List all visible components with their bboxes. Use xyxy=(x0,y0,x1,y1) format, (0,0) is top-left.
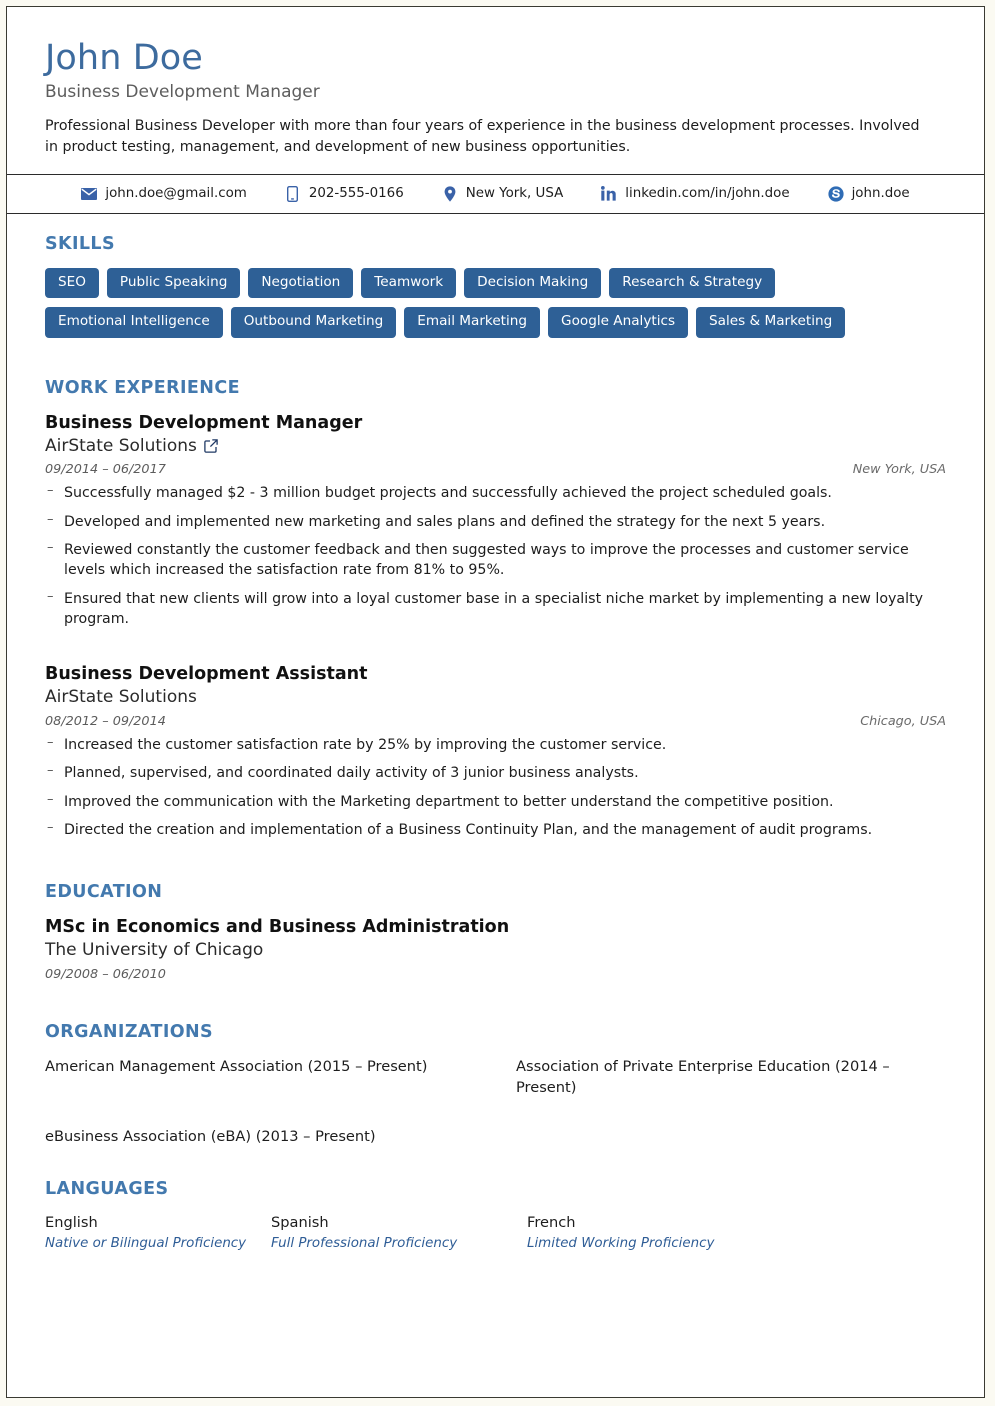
section-title-work-experience: WORK EXPERIENCE xyxy=(45,377,240,398)
education-meta xyxy=(45,967,946,982)
skill-tag[interactable]: Emotional Intelligence xyxy=(45,307,223,338)
skill-tag[interactable]: Decision Making xyxy=(464,268,601,299)
contact-email[interactable] xyxy=(62,186,266,202)
experience-meta xyxy=(45,462,946,477)
skill-tag[interactable]: Email Marketing xyxy=(404,307,540,338)
experience-location: Chicago, USA xyxy=(860,713,946,729)
experience-organization-label: AirState Solutions xyxy=(45,435,197,456)
skype-icon xyxy=(828,186,844,202)
experience-location: New York, USA xyxy=(852,462,946,478)
section-title-languages: LANGUAGES xyxy=(45,1179,169,1200)
language-item xyxy=(45,1213,271,1253)
contact-location[interactable] xyxy=(423,186,583,202)
education-dates: 09/2008 – 06/2010 xyxy=(45,966,166,982)
section-work-experience xyxy=(45,378,946,840)
contact-phone[interactable] xyxy=(266,186,423,202)
section-title-education: EDUCATION xyxy=(45,882,163,903)
contact-email-label: john.doe@gmail.com xyxy=(105,186,247,202)
section-title-skills: SKILLS xyxy=(45,233,115,254)
education-entry xyxy=(45,916,946,982)
language-level: Limited Working Proficiency xyxy=(527,1235,715,1251)
skill-tag[interactable]: Research & Strategy xyxy=(609,268,775,299)
resume-page xyxy=(6,6,985,1398)
linkedin-icon xyxy=(601,186,617,202)
experience-bullet: – Improved the communication with the Marketing department to better understand the competitive position. xyxy=(45,792,946,812)
skill-tag[interactable]: Outbound Marketing xyxy=(231,307,397,338)
external-link-icon[interactable] xyxy=(204,439,218,453)
contact-bar xyxy=(7,175,984,213)
experience-bullet: – Planned, supervised, and coordinated daily activity of 3 junior business analysts. xyxy=(45,763,946,783)
organization-item: Association of Private Enterprise Education (2014 – Present) xyxy=(516,1057,890,1096)
contact-linkedin[interactable] xyxy=(582,186,808,202)
skill-tag[interactable]: SEO xyxy=(45,268,99,299)
language-name: English xyxy=(45,1214,98,1232)
skill-tag[interactable]: Negotiation xyxy=(248,268,353,299)
header-summary: Professional Business Developer with more than four years of experience in the business development processes. Involved in product testing, management, and development of new business opportunities. xyxy=(45,117,920,155)
section-organizations xyxy=(45,1022,946,1147)
experience-bullets xyxy=(45,483,946,629)
experience-dates: 08/2012 – 09/2014 xyxy=(45,713,166,729)
education-degree: MSc in Economics and Business Administration xyxy=(45,917,510,938)
resume-body xyxy=(7,214,984,1254)
experience-role: Business Development Manager xyxy=(45,412,363,433)
page-title: John Doe xyxy=(45,38,203,78)
resume-header xyxy=(7,7,984,174)
language-level: Full Professional Proficiency xyxy=(271,1235,458,1251)
experience-dates: 09/2014 – 06/2017 xyxy=(45,462,166,478)
experience-organization-label: AirState Solutions xyxy=(45,687,197,708)
languages-list xyxy=(45,1213,945,1253)
contact-location-label: New York, USA xyxy=(465,186,564,202)
section-title-organizations: ORGANIZATIONS xyxy=(45,1021,214,1042)
envelope-icon xyxy=(81,186,97,202)
experience-role: Business Development Assistant xyxy=(45,664,368,685)
experience-bullet: – Developed and implemented new marketing and sales plans and defined the strategy for the next 5 years. xyxy=(45,512,946,532)
experience-entry xyxy=(45,663,946,840)
phone-icon xyxy=(285,186,301,202)
skills-list xyxy=(45,268,925,338)
education-institution xyxy=(45,939,946,962)
experience-organization xyxy=(45,435,946,458)
experience-bullet: – Directed the creation and implementation of a Business Continuity Plan, and the management of audit programs. xyxy=(45,820,946,840)
organizations-list xyxy=(45,1056,945,1147)
section-skills xyxy=(45,234,946,338)
language-name: French xyxy=(527,1214,576,1232)
organization-item: eBusiness Association (eBA) (2013 – Present) xyxy=(45,1128,376,1146)
experience-bullet: – Successfully managed $2 - 3 million budget projects and successfully achieved the project scheduled goals. xyxy=(45,483,946,503)
contact-skype[interactable] xyxy=(809,186,929,202)
language-item xyxy=(527,1213,945,1253)
experience-bullets xyxy=(45,735,946,840)
section-languages xyxy=(45,1179,946,1253)
experience-bullet: – Reviewed constantly the customer feedback and then suggested ways to improve the processes and customer service levels which increased the satisfaction rate from 81% to 95%. xyxy=(45,540,946,581)
contact-skype-label: john.doe xyxy=(851,186,910,202)
experience-bullet: – Increased the customer satisfaction rate by 25% by improving the customer service. xyxy=(45,735,946,755)
experience-organization xyxy=(45,686,946,709)
experience-meta xyxy=(45,714,946,729)
map-pin-icon xyxy=(442,186,458,202)
skill-tag[interactable]: Public Speaking xyxy=(107,268,240,299)
contact-linkedin-label: linkedin.com/in/john.doe xyxy=(625,186,790,202)
experience-bullet: – Ensured that new clients will grow into a loyal customer base in a specialist niche market by implementing a new loyalty program. xyxy=(45,589,946,630)
organization-item: American Management Association (2015 – Present) xyxy=(45,1057,428,1075)
skill-tag[interactable]: Google Analytics xyxy=(548,307,688,338)
header-job-title: Business Development Manager xyxy=(45,82,320,103)
experience-entry xyxy=(45,412,946,629)
language-item xyxy=(271,1213,527,1253)
skill-tag[interactable]: Teamwork xyxy=(361,268,456,299)
skill-tag[interactable]: Sales & Marketing xyxy=(696,307,845,338)
language-level: Native or Bilingual Proficiency xyxy=(45,1235,247,1251)
contact-phone-label: 202-555-0166 xyxy=(308,186,404,202)
education-institution-label: The University of Chicago xyxy=(45,939,264,960)
section-education xyxy=(45,882,946,982)
language-name: Spanish xyxy=(271,1214,329,1232)
